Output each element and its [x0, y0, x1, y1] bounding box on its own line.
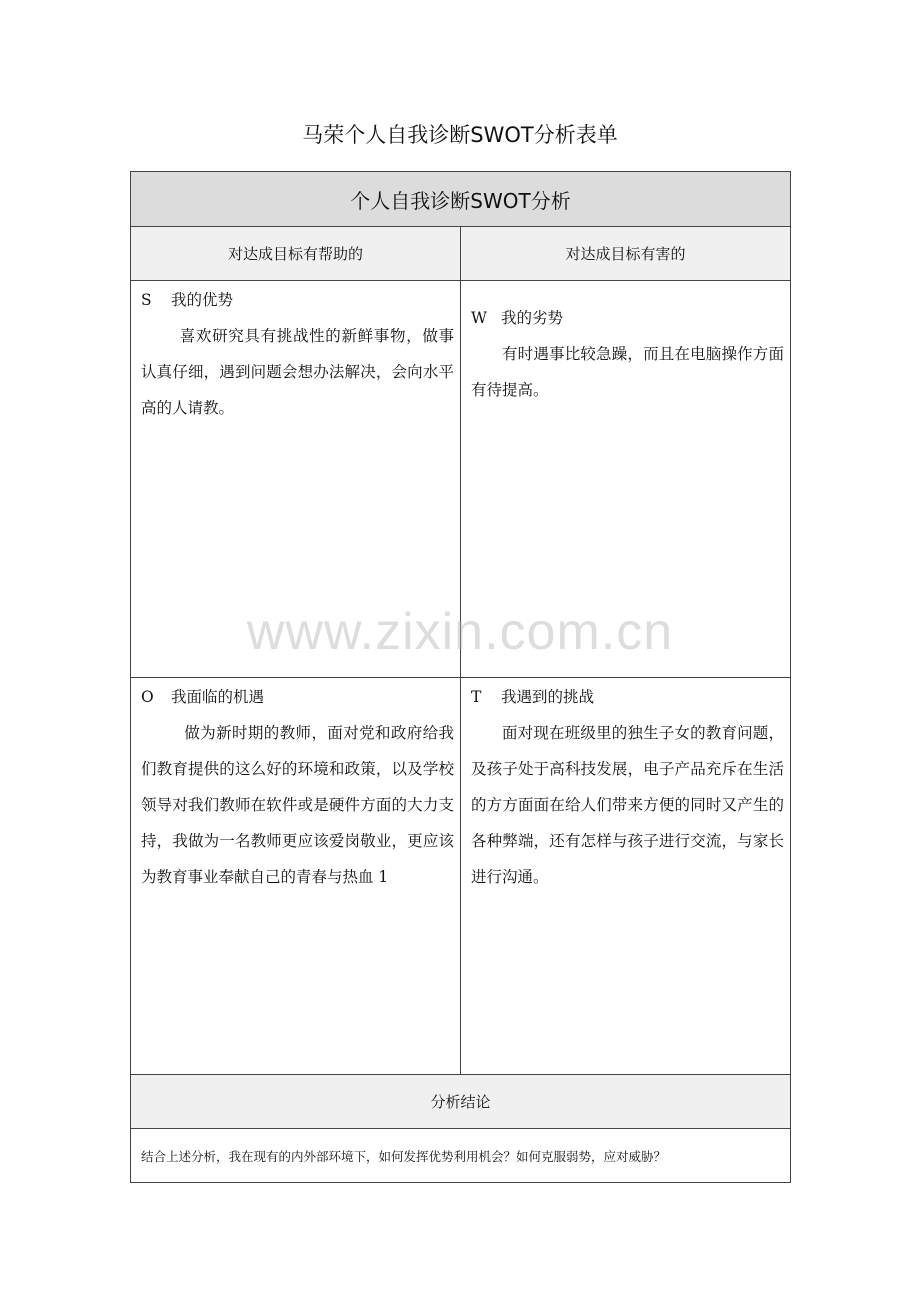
watermark: www.zixin.com.cn [246, 603, 674, 661]
weaknesses-title: 我的劣势 [501, 309, 564, 327]
swot-table [130, 171, 791, 1183]
threats-heading [471, 685, 784, 709]
weaknesses-letter: W [471, 309, 487, 327]
opportunities-heading [141, 685, 454, 709]
weaknesses-cell [461, 281, 791, 678]
weaknesses-text: 有时遇事比较急躁，而且在电脑操作方面有待提高。 [471, 345, 784, 399]
opportunities-letter: O [141, 688, 154, 706]
opportunities-cell [131, 678, 461, 1075]
opportunities-title: 我面临的机遇 [171, 688, 265, 706]
document-title: 马荣个人自我诊断SWOT分析表单 [302, 123, 618, 147]
strengths-heading [141, 288, 454, 312]
harmful-column-header: 对达成目标有害的 [461, 227, 791, 281]
threats-letter: T [471, 688, 482, 706]
opportunities-text: 做为新时期的教师，面对党和政府给我们教育提供的这么好的环境和政策，以及学校领导对我们教师在软件或是硬件方面的大力支持，我做为一名教师更应该爱岗敬业，更应该为教育事业奉献自己的青春与热血 1 [141, 724, 454, 886]
threats-title: 我遇到的挑战 [501, 688, 595, 706]
threats-cell [461, 678, 791, 1075]
strengths-title: 我的优势 [171, 291, 234, 309]
strengths-text: 喜欢研究具有挑战性的新鲜事物，做事认真仔细，遇到问题会想办法解决，会向水平高的人请教。 [141, 327, 454, 417]
threats-text: 面对现在班级里的独生子女的教育问题，及孩子处于高科技发展，电子产品充斥在生活的方方面面在给人们带来方便的同时又产生的各种弊端，还有怎样与孩子进行交流，与家长进行沟通。 [471, 724, 784, 886]
strengths-letter: S [141, 291, 152, 309]
swot-table-header: 个人自我诊断SWOT分析 [131, 172, 791, 227]
strengths-cell [131, 281, 461, 678]
weaknesses-heading [471, 306, 784, 330]
conclusion-header: 分析结论 [131, 1075, 791, 1129]
conclusion-text: 结合上述分析，我在现有的内外部环境下，如何发挥优势利用机会？如何克服弱势，应对威胁？ [131, 1129, 791, 1183]
helpful-column-header: 对达成目标有帮助的 [131, 227, 461, 281]
